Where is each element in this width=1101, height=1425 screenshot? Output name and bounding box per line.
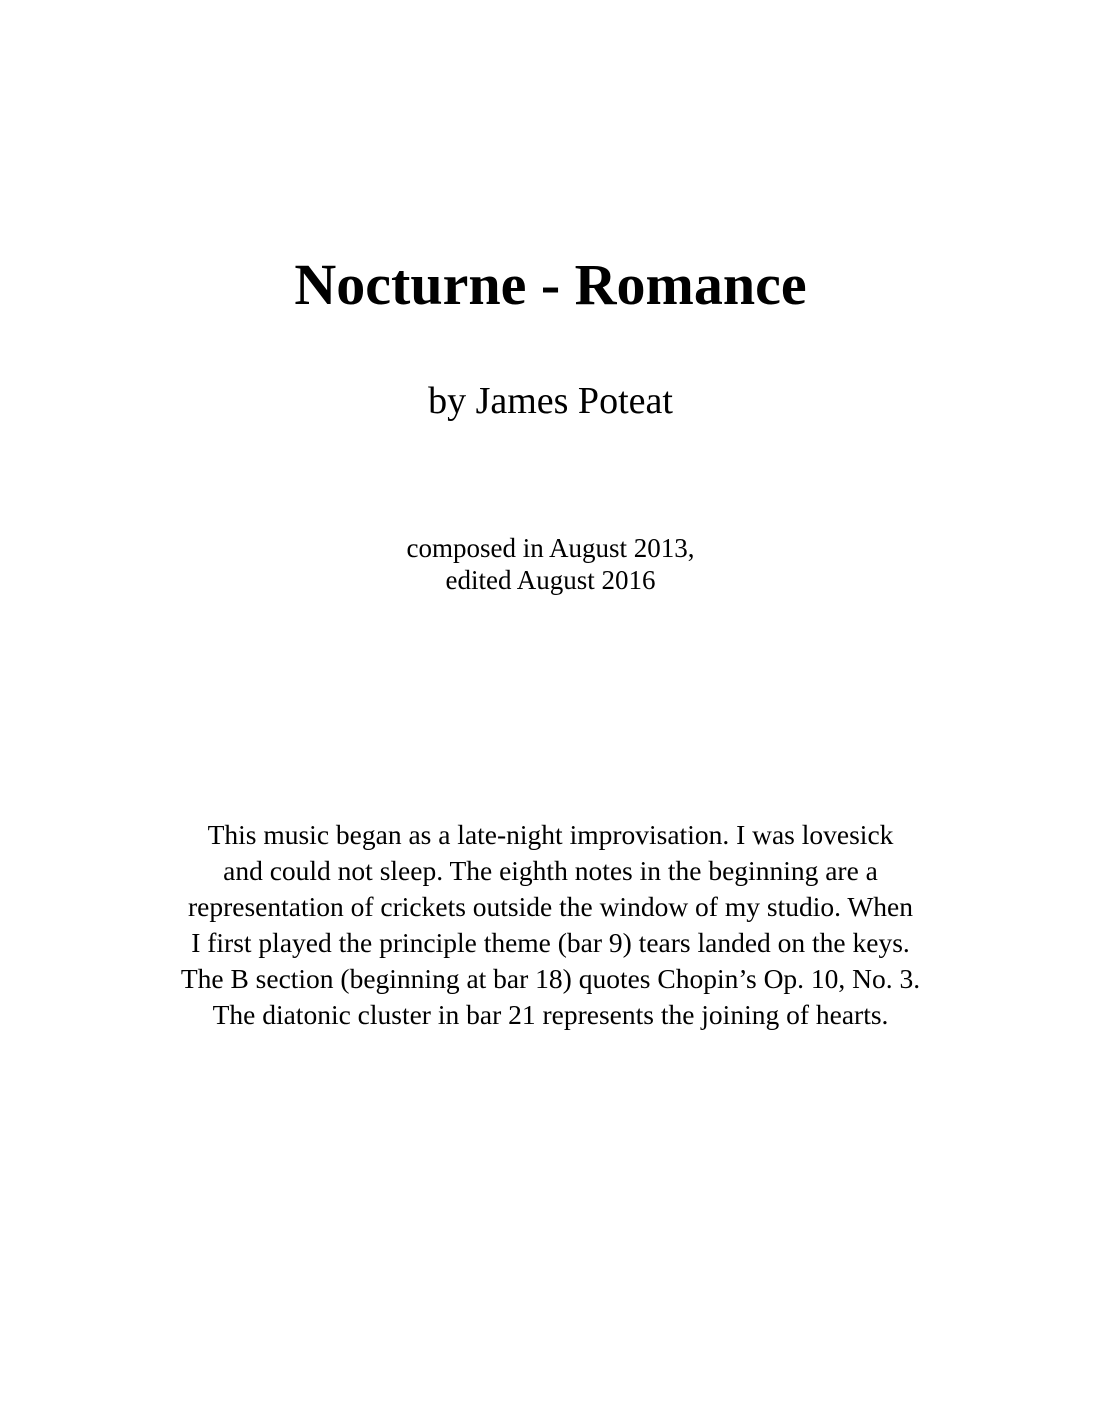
program-note (0, 817, 1101, 1033)
program-note-line: representation of crickets outside the window of my studio. When (187, 891, 914, 922)
program-note-line: This music began as a late-night improvisation. I was lovesick (207, 819, 894, 850)
composed-date: composed in August 2013, (406, 533, 695, 563)
program-note-line: and could not sleep. The eighth notes in the beginning are a (223, 855, 878, 886)
edited-date: edited August 2016 (445, 565, 656, 595)
program-note-line: The diatonic cluster in bar 21 represents the joining of hearts. (212, 999, 889, 1030)
program-note-line: The B section (beginning at bar 18) quotes Chopin’s Op. 10, No. 3. (180, 963, 921, 994)
composition-dates (0, 532, 1101, 596)
program-note-line: I first played the principle theme (bar 9) tears landed on the keys. (191, 927, 910, 958)
composer-byline: by James Poteat (428, 380, 673, 422)
page-title: Nocturne - Romance (294, 252, 807, 317)
